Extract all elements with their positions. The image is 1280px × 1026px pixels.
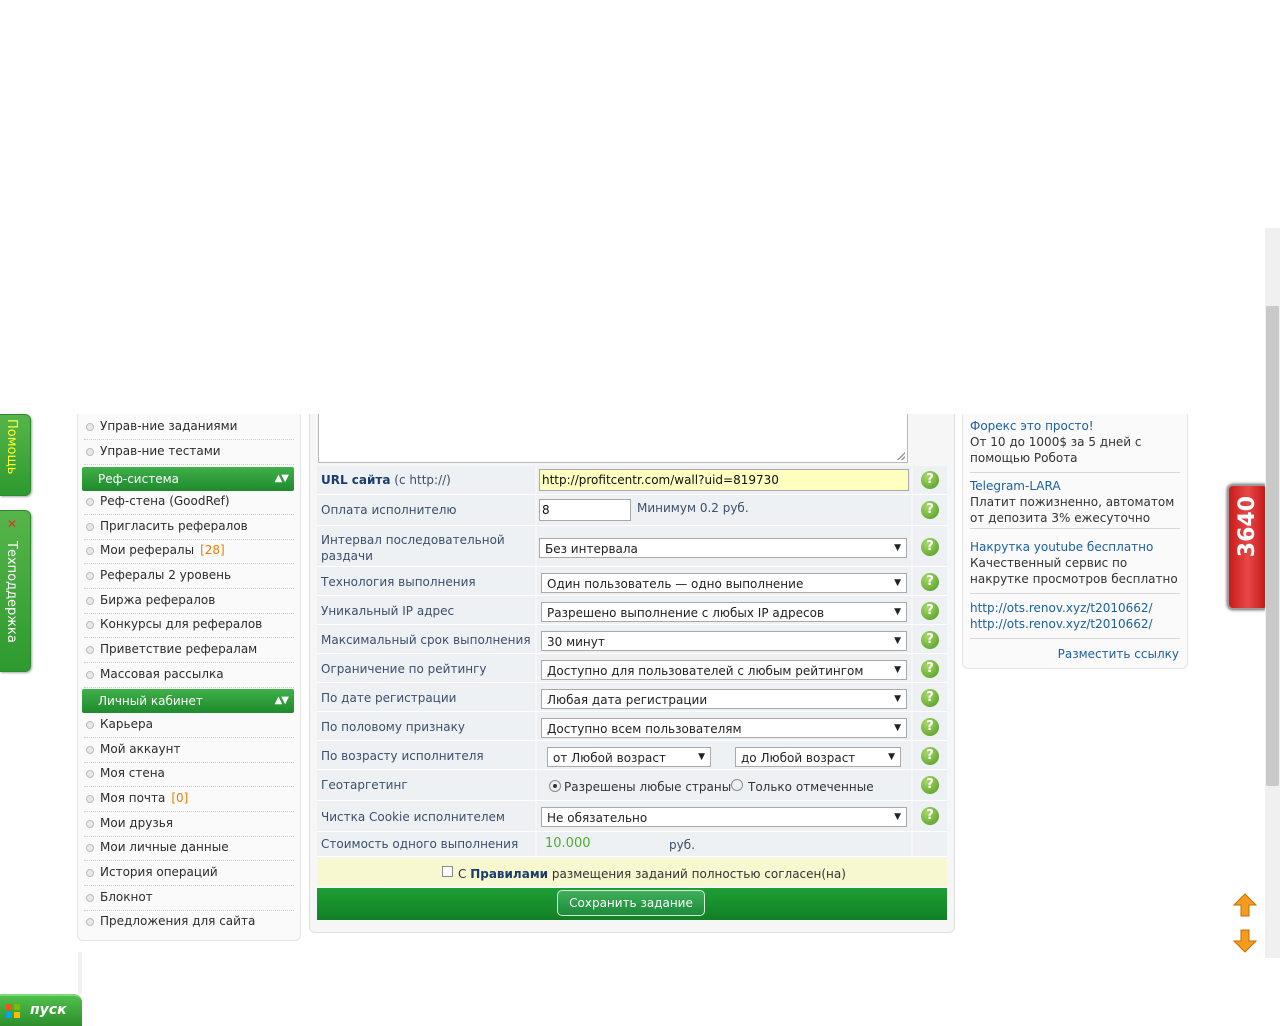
sidebar-item-my-referrals[interactable]: [84, 539, 294, 564]
help-icon[interactable]: ?: [921, 631, 939, 649]
rules-link[interactable]: Правилами: [470, 867, 549, 881]
row-help: [913, 495, 947, 525]
row-help: [913, 801, 947, 831]
chevron-down-icon: ▼: [894, 543, 901, 553]
url-input-value: http://profitcentr.com/wall?uid=819730: [542, 473, 779, 487]
section-title: Реф-система: [98, 472, 179, 486]
support-tab-label: Техподдержка: [4, 541, 19, 643]
row-cookie: [317, 801, 947, 832]
unique-ip-select-value: Разрешено выполнение с любых IP адресов: [547, 606, 825, 620]
sidebar-section-ref[interactable]: [82, 467, 294, 491]
reg-date-label: По дате регистрации: [321, 691, 457, 705]
sidebar-item-invite[interactable]: [84, 515, 294, 540]
max-time-select[interactable]: [541, 631, 907, 651]
row-reg-date: [317, 683, 947, 712]
bullet-icon: [86, 770, 94, 778]
row-help: [913, 832, 947, 856]
chevron-down-icon: ▼: [894, 578, 901, 588]
sidebar-item-label: Мои рефералы [28]: [100, 543, 225, 557]
row-geo: [317, 770, 947, 801]
row-help: [913, 741, 947, 769]
bullet-icon: [86, 423, 94, 431]
age-from-value: от Любой возраст: [553, 751, 666, 765]
row-label: [317, 801, 535, 831]
geo-all-label: Разрешены любые страны: [564, 780, 732, 794]
technology-label: Технология выполнения: [321, 575, 476, 589]
sidebar-item-label: Блокнот: [100, 890, 153, 904]
cookie-label: Чистка Cookie исполнителем: [321, 810, 505, 824]
cookie-select-value: Не обязательно: [547, 811, 648, 825]
collapse-arrows-icon: ▲▼: [274, 473, 288, 484]
cost-label: Стоимость одного выполнения: [321, 837, 519, 851]
section-title: Личный кабинет: [98, 694, 203, 708]
description-textarea[interactable]: [318, 414, 908, 463]
row-label: [317, 832, 535, 856]
bullet-icon: [86, 746, 94, 754]
row-unique-ip: [317, 596, 947, 625]
count-badge: [0]: [171, 791, 189, 805]
cost-unit: руб.: [669, 838, 695, 852]
row-label: [317, 567, 535, 595]
interval-select-value: Без интервала: [545, 542, 638, 556]
row-help: [913, 683, 947, 711]
scrollbar-thumb[interactable]: [1266, 306, 1279, 786]
sidebar-item-label: Предложения для сайта: [100, 914, 256, 928]
row-value: [537, 801, 911, 831]
chevron-down-icon: ▼: [894, 607, 901, 617]
sidebar-item-label: Конкурсы для рефералов: [100, 617, 263, 631]
help-icon[interactable]: ?: [921, 776, 939, 794]
page-edge: [78, 952, 82, 994]
max-time-label: Максимальный срок выполнения: [321, 633, 531, 647]
sidebar-item-wall[interactable]: [84, 762, 294, 787]
row-label: [317, 526, 535, 566]
chevron-down-icon: ▼: [894, 665, 901, 675]
help-icon[interactable]: ?: [921, 718, 939, 736]
bullet-icon: [86, 597, 94, 605]
geo-label: Геотаргетинг: [321, 778, 408, 792]
ad-title[interactable]: Форекс это просто!: [970, 419, 1094, 433]
row-label: [317, 712, 535, 740]
bullet-icon: [86, 572, 94, 580]
ad-item[interactable]: [970, 478, 1180, 529]
row-help: [913, 567, 947, 595]
sidebar-item-personal-data[interactable]: [84, 836, 294, 861]
row-help: [913, 654, 947, 682]
scroll-down-arrow-icon[interactable]: [1232, 928, 1258, 954]
count-badge: [28]: [200, 543, 225, 557]
cookie-select[interactable]: [541, 807, 907, 827]
age-to-select[interactable]: [735, 747, 901, 767]
ad-description: От 10 до 1000$ за 5 дней с помощью Робота: [970, 435, 1142, 465]
payment-label: Оплата исполнителю: [321, 503, 457, 517]
bullet-icon: [86, 547, 94, 555]
chevron-down-icon: ▼: [698, 752, 705, 762]
row-value: [537, 770, 911, 800]
sidebar-item-tests[interactable]: [84, 440, 294, 465]
ad-item[interactable]: [970, 600, 1180, 639]
age-label: По возрасту исполнителя: [321, 749, 484, 763]
help-icon[interactable]: ?: [921, 807, 939, 825]
row-label: [317, 466, 535, 494]
row-value: [537, 625, 911, 653]
row-url: [317, 466, 947, 495]
ad-title[interactable]: Telegram-LARA: [970, 479, 1061, 493]
help-icon[interactable]: ?: [921, 538, 939, 556]
bullet-icon: [86, 448, 94, 456]
chevron-down-icon: ▼: [888, 752, 895, 762]
ad-links-panel: [962, 414, 1188, 669]
gender-select-value: Доступно всем пользователям: [547, 722, 742, 736]
sidebar-item-friends[interactable]: [84, 812, 294, 837]
sidebar-item-refwall[interactable]: [84, 490, 294, 515]
sidebar-item-label: Мои личные данные: [100, 840, 229, 854]
sidebar-item-exchange[interactable]: [84, 589, 294, 614]
sidebar-item-label: Моя почта [0]: [100, 791, 189, 805]
geo-marked-label: Только отмеченные: [748, 780, 874, 794]
help-icon[interactable]: ?: [921, 471, 939, 489]
task-form: [309, 414, 955, 933]
chevron-down-icon: ▼: [894, 694, 901, 704]
counter-value: 3640: [1235, 496, 1260, 558]
row-help: [913, 625, 947, 653]
row-rating: [317, 654, 947, 683]
sidebar-item-label: Пригласить рефералов: [100, 519, 248, 533]
bullet-icon: [86, 646, 94, 654]
reg-date-select[interactable]: [541, 689, 907, 709]
interval-label: Интервал последовательной раздачи: [321, 533, 505, 563]
sidebar-item-label: Мои друзья: [100, 816, 173, 830]
sidebar-item-greeting[interactable]: [84, 638, 294, 663]
url-label: URL сайта: [321, 473, 391, 487]
row-help: [913, 526, 947, 566]
rules-agreement: [317, 858, 947, 886]
cost-value: 10.000: [545, 836, 591, 851]
row-interval: [317, 526, 947, 567]
bullet-icon: [86, 721, 94, 729]
help-tab-label: Помощь: [4, 419, 19, 475]
row-value: [537, 567, 911, 595]
row-help: [913, 712, 947, 740]
save-task-button[interactable]: Сохранить задание: [557, 890, 705, 916]
close-icon[interactable]: ✕: [7, 517, 18, 531]
help-icon[interactable]: ?: [921, 501, 939, 519]
rating-select-value: Доступно для пользователей с любым рейтингом: [547, 664, 864, 678]
bullet-icon: [86, 621, 94, 629]
row-value: [537, 741, 911, 769]
resize-grip-icon[interactable]: [897, 452, 905, 460]
row-value: [537, 654, 911, 682]
payment-minimum-note: Минимум 0.2 руб.: [637, 501, 749, 515]
row-payment: [317, 495, 947, 526]
sidebar-item-label: История операций: [100, 865, 218, 879]
help-icon[interactable]: ?: [921, 660, 939, 678]
row-label: [317, 741, 535, 769]
unique-ip-select[interactable]: [541, 602, 907, 622]
rating-select[interactable]: [541, 660, 907, 680]
row-technology: [317, 567, 947, 596]
sidebar-item-label: Реф-стена (GoodRef): [100, 494, 230, 508]
row-value: [537, 683, 911, 711]
bullet-icon: [86, 498, 94, 506]
sidebar-item-label: Рефералы 2 уровень: [100, 568, 232, 582]
ad-description[interactable]: http://ots.renov.xyz/t2010662/: [970, 617, 1153, 631]
sidebar-section-cabinet[interactable]: [82, 689, 294, 713]
row-label: [317, 683, 535, 711]
chevron-down-icon: ▼: [894, 636, 901, 646]
row-age: [317, 741, 947, 770]
start-button[interactable]: [0, 994, 82, 1026]
row-help: [913, 466, 947, 494]
sidebar-item-mailing[interactable]: [84, 663, 294, 688]
sidebar-item-level2[interactable]: [84, 564, 294, 589]
max-time-select-value: 30 минут: [547, 635, 605, 649]
ad-item[interactable]: [970, 539, 1180, 594]
geo-marked-radio[interactable]: [731, 779, 743, 791]
row-value: [537, 495, 911, 525]
sidebar-item-label: Приветствие рефералам: [100, 642, 258, 656]
sidebar-item-label: Массовая рассылка: [100, 667, 224, 681]
sidebar-item-career[interactable]: [84, 713, 294, 738]
reg-date-select-value: Любая дата регистрации: [547, 693, 708, 707]
row-cost: [317, 832, 947, 857]
save-bar: [317, 888, 947, 920]
url-input[interactable]: [539, 469, 909, 491]
row-gender: [317, 712, 947, 741]
bullet-icon: [86, 671, 94, 679]
sidebar-menu: [77, 414, 301, 941]
ad-title[interactable]: Накрутка youtube бесплатно: [970, 540, 1154, 554]
collapse-arrows-icon: ▲▼: [274, 695, 288, 706]
bullet-icon: [86, 844, 94, 852]
row-label: [317, 596, 535, 624]
help-icon[interactable]: ?: [921, 602, 939, 620]
row-value: [537, 466, 911, 494]
row-value: [537, 712, 911, 740]
sidebar-item-account[interactable]: [84, 738, 294, 763]
ad-item[interactable]: [970, 418, 1180, 473]
sidebar-item-label: Биржа рефералов: [100, 593, 216, 607]
row-value: [537, 832, 911, 856]
row-label: [317, 770, 535, 800]
technology-select-value: Один пользователь — одно выполнение: [547, 577, 804, 591]
sidebar-item-mail[interactable]: [84, 787, 294, 812]
row-label: [317, 654, 535, 682]
scroll-up-arrow-icon[interactable]: [1232, 892, 1258, 918]
row-label: [317, 625, 535, 653]
age-to-value: до Любой возраст: [741, 751, 856, 765]
place-link-button[interactable]: Разместить ссылку: [1057, 647, 1179, 661]
help-tab[interactable]: [0, 414, 31, 496]
chevron-down-icon: ▼: [894, 723, 901, 733]
ad-title[interactable]: http://ots.renov.xyz/t2010662/: [970, 601, 1153, 615]
row-value: [537, 526, 911, 566]
bullet-icon: [86, 820, 94, 828]
ad-description: Качественный сервис по накрутке просмотров бесплатно: [970, 556, 1178, 586]
start-label: пуск: [30, 1002, 67, 1018]
row-help: [913, 770, 947, 800]
gender-select[interactable]: [541, 718, 907, 738]
help-icon[interactable]: ?: [921, 689, 939, 707]
technology-select[interactable]: [541, 573, 907, 593]
chevron-down-icon: ▼: [894, 812, 901, 822]
url-label-hint: (с http://): [390, 473, 451, 487]
payment-input-value: 8: [542, 503, 550, 517]
bullet-icon: [86, 869, 94, 877]
row-help: [913, 596, 947, 624]
rules-agreement-text: С Правилами размещения заданий полностью согласен(на): [458, 867, 846, 881]
row-value: [537, 596, 911, 624]
online-counter-badge[interactable]: [1227, 484, 1269, 610]
interval-select[interactable]: [539, 538, 907, 558]
sidebar-item-label: Управ-ние тестами: [100, 444, 221, 458]
sidebar-item-label: Управ-ние заданиями: [100, 419, 238, 433]
sidebar-item-contests[interactable]: [84, 613, 294, 638]
rules-agreement-checkbox[interactable]: [442, 866, 453, 877]
windows-logo-icon: [5, 1003, 21, 1019]
age-from-select[interactable]: [547, 747, 711, 767]
sidebar-item-history[interactable]: [84, 861, 294, 886]
support-tab[interactable]: [0, 510, 31, 672]
sidebar-item-tasks[interactable]: [84, 415, 294, 440]
row-max-time: [317, 625, 947, 654]
unique-ip-label: Уникальный IP адрес: [321, 604, 455, 618]
sidebar-item-suggestions[interactable]: [84, 910, 294, 934]
sidebar-item-label: Карьера: [100, 717, 153, 731]
bullet-icon: [86, 523, 94, 531]
bullet-icon: [86, 795, 94, 803]
bullet-icon: [86, 894, 94, 902]
gender-label: По половому признаку: [321, 720, 465, 734]
sidebar-item-notepad[interactable]: [84, 886, 294, 911]
help-icon[interactable]: ?: [921, 747, 939, 765]
geo-all-radio[interactable]: [549, 780, 561, 792]
sidebar-item-label: Моя стена: [100, 766, 165, 780]
bullet-icon: [86, 918, 94, 926]
payment-input[interactable]: [539, 499, 631, 521]
rating-label: Ограничение по рейтингу: [321, 662, 487, 676]
ad-description: Платит пожизненно, автоматом от депозита 3% ежесуточно: [970, 495, 1175, 525]
help-icon[interactable]: ?: [921, 573, 939, 591]
row-label: [317, 495, 535, 525]
sidebar-item-label: Мой аккаунт: [100, 742, 181, 756]
